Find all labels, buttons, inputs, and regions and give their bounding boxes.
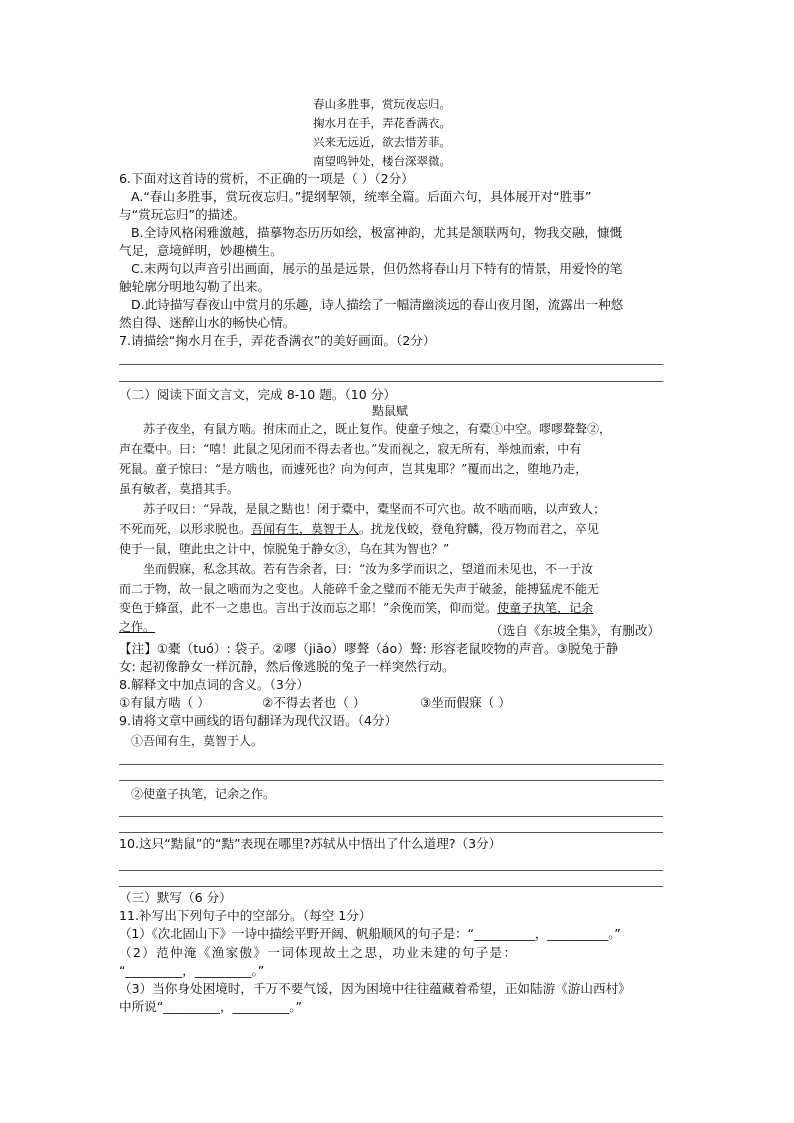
passage-line: 坐而假寐，私念其故。若有告余者，曰：“汝为多学而识之，望道而未见也，不一于汝 bbox=[143, 562, 594, 576]
dictation-line3: “_________，_________。” bbox=[119, 963, 265, 978]
section-3-heading: （三）默写（6 分） bbox=[119, 890, 232, 905]
passage-line: 死鼠。童子惊曰：“是方啮也，而遽死也？向为何声，岂其鬼耶？”覆而出之，堕地乃走， bbox=[119, 462, 588, 476]
option-d-line2: 然自得、迷醉山水的畅快心情。 bbox=[119, 315, 296, 330]
passage-line bbox=[119, 618, 155, 636]
poem-line: 南望鸣钟处，楼台深翠微。 bbox=[313, 154, 451, 168]
underlined-sentence-2: 使童子执笔，记余 bbox=[497, 601, 594, 615]
question-10-stem: 10.这只“黠鼠”的“黠”表现在哪里?苏轼从中悟出了什么道理?（3分） bbox=[119, 836, 502, 851]
underlined-sentence-1: 吾闻有生，莫智于人 bbox=[251, 522, 360, 536]
answer-line bbox=[119, 764, 663, 765]
passage-line bbox=[119, 520, 599, 538]
poem-line: 掬水月在手，弄花香满衣。 bbox=[313, 116, 451, 130]
translate-sentence-2: ②使童子执笔，记余之作。 bbox=[131, 787, 276, 801]
question-11-stem: 11.补写出下列句子中的空部分。（每空 1分） bbox=[119, 908, 372, 923]
question-8-item: ③坐而假寐（ ） bbox=[420, 695, 511, 710]
question-7-stem: 7.请描绘“掬水月在手，弄花香满衣”的美好画面。（2分） bbox=[119, 333, 436, 348]
option-b-line1: B.全诗风格闲雅激越，描摹物态历历如绘，极富神韵，尤其是颔联两句，物我交融，慷慨 bbox=[131, 225, 623, 240]
option-b-line2: 气足，意境鲜明，妙趣横生。 bbox=[119, 243, 283, 258]
passage-text: 。扰龙伐蛟，登龟狩麟，役万物而君之，卒见 bbox=[359, 522, 600, 536]
answer-line bbox=[119, 816, 663, 817]
dictation-line1: （1）《次北固山下》一诗中描绘平野开阔、帆船顺风的句子是：“__________，__________。” bbox=[119, 926, 621, 941]
answer-line bbox=[119, 832, 663, 833]
dictation-line4: （3）当你身处困境时，千万不要气馁，因为困境中往往蕴藏着希望，正如陆游《游山西村》 bbox=[119, 981, 631, 996]
poem-line: 春山多胜事，赏玩夜忘归。 bbox=[313, 97, 451, 111]
dictation-line2: （2）范仲淹《渔家傲》一词体现故土之思，功业未建的句子是： bbox=[119, 945, 518, 960]
option-a-line1: A.“春山多胜事，赏玩夜忘归。”提纲挈领，统率全篇。后面六句，具体展开对“胜事” bbox=[131, 189, 592, 204]
underlined-sentence-2-end: 之作。 bbox=[119, 620, 156, 634]
question-6-stem: 6.下面对这首诗的赏析，不正确的一项是（ ）（2分） bbox=[119, 171, 414, 186]
passage-title: 黠鼠赋 bbox=[372, 404, 409, 418]
passage-line: 而二于物，故一鼠之啮而为之变也。人能碎千金之璧而不能无失声于破釜，能搏猛虎不能无 bbox=[119, 582, 600, 596]
answer-line bbox=[119, 870, 663, 871]
passage-line: 使于一鼠，堕此虫之计中，惊脱兔于静女③，乌在其为智也？” bbox=[119, 542, 450, 556]
option-a-line2: 与“赏玩忘归”的描述。 bbox=[119, 207, 246, 222]
answer-line bbox=[119, 780, 663, 781]
dictation-line5: 中所说“_________，_________。” bbox=[119, 999, 303, 1014]
translate-sentence-1: ①吾闻有生，莫智于人。 bbox=[131, 734, 264, 748]
option-c-line2: 触轮廓分明地勾勒了出来。 bbox=[119, 279, 271, 294]
passage-text: 不死而死，以形求脱也。 bbox=[119, 522, 252, 536]
passage-line: 声在橐中。曰：“嘻！此鼠之见闭而不得去者也。”发而视之，寂无所有，举烛而索，中有 bbox=[119, 442, 582, 456]
annotation-line1: 【注】①橐（tuó）: 袋子。②嘐（jiāo）嘐聱（áo）聱: 形容老鼠咬物的声音。③脱兔于静 bbox=[119, 641, 619, 656]
question-8-item: ①有鼠方啮（ ） bbox=[119, 695, 210, 710]
passage-line: 虽有敏者，莫措其手。 bbox=[119, 482, 240, 496]
answer-line bbox=[119, 381, 663, 382]
answer-line bbox=[119, 364, 663, 365]
passage-text: 变色于蜂虿，此不一之患也。言出于汝而忘之耶！”余俛而笑，仰而觉。 bbox=[119, 601, 498, 615]
option-c-line1: C.末两句以声音引出画面，展示的虽是远景，但仍然将春山月下特有的情景，用爱怜的笔 bbox=[131, 261, 623, 276]
answer-line bbox=[119, 886, 663, 887]
section-2-heading: （二）阅读下面文言文，完成 8-10 题。（10 分） bbox=[119, 387, 397, 402]
annotation-line2: 女: 起初像静女一样沉静，然后像逃脱的兔子一样突然行动。 bbox=[119, 659, 455, 674]
poem-line: 兴来无远近，欲去惜芳菲。 bbox=[313, 135, 451, 149]
question-8-item: ②不得去者也（ ） bbox=[262, 695, 366, 710]
option-d-line1: D.此诗描写春夜山中赏月的乐趣，诗人描绘了一幅清幽淡远的春山夜月图，流露出一种悠 bbox=[131, 297, 624, 312]
question-8-stem: 8.解释文中加点词的含义。（3分） bbox=[119, 677, 310, 692]
passage-line bbox=[119, 599, 593, 617]
passage-source: （选自《东坡全集》，有删改） bbox=[490, 623, 661, 638]
passage-line: 苏子夜坐，有鼠方啮。拊床而止之，既止复作。使童子烛之，有橐①中空。嘐嘐聱聱②， bbox=[143, 422, 612, 436]
passage-line: 苏子叹曰：“异哉，是鼠之黠也！闭于橐中，橐坚而不可穴也。故不啮而啮，以声致人； bbox=[143, 502, 606, 516]
question-9-stem: 9.请将文章中画线的语句翻译为现代汉语。（4分） bbox=[119, 713, 398, 728]
